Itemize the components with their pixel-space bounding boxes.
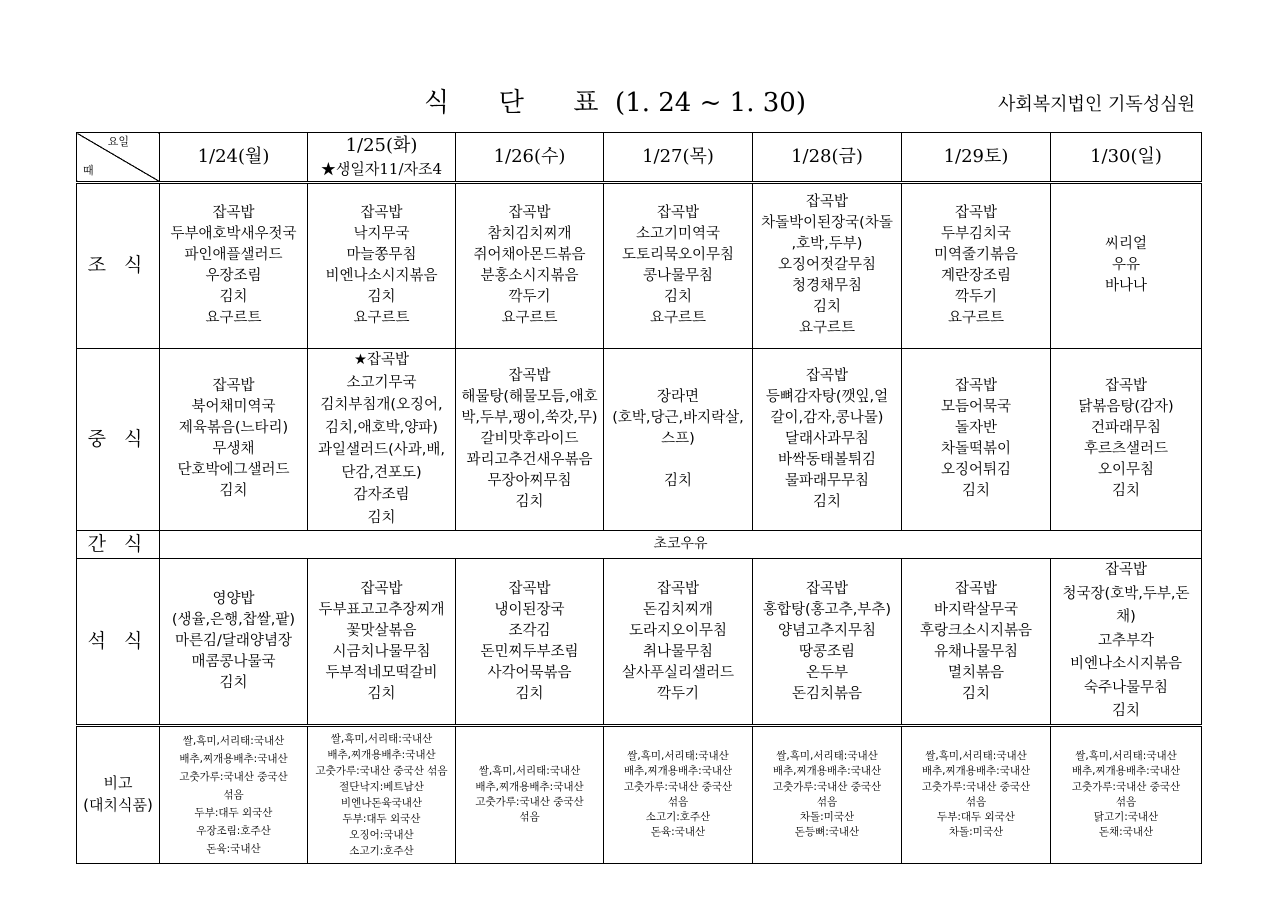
menu-item: 취나물무침: [642, 643, 714, 660]
breakfast-day-5: [753, 182, 902, 348]
menu-item: 건파래무침: [1090, 420, 1162, 437]
menu-item: 잡곡밥: [508, 580, 551, 597]
menu-item: 잡곡밥: [656, 580, 700, 597]
menu-item: (생율,은행,찹쌀,팥): [171, 612, 296, 629]
origin-line: 섞음: [519, 811, 540, 824]
origin-line: 쌀,흑미,서리태:국내산: [776, 750, 878, 763]
dinner-day-2: [308, 559, 456, 726]
origin-line: 배추,찌개용배추:국내산: [623, 765, 733, 778]
menu-item: 오징어젓갈무침: [777, 257, 877, 274]
day-header-5: 1/28(금): [753, 133, 902, 183]
menu-item: 유채나물무침: [933, 643, 1019, 660]
menu-item: 김치: [812, 299, 841, 316]
breakfast-day-7: [1051, 182, 1202, 348]
menu-item: 갈이,감자,콩나물): [770, 409, 884, 426]
menu-item: ★잡곡밥: [353, 352, 410, 369]
origin-line: 섞음: [1115, 795, 1137, 808]
breakfast-day-2: [308, 182, 456, 348]
menu-item: 파인애플샐러드: [184, 246, 283, 263]
menu-item: 김치: [1111, 483, 1140, 500]
notes-day-1: [160, 725, 308, 863]
menu-item: 김치: [219, 675, 248, 692]
menu-item: 매콤콩나물국: [191, 654, 276, 671]
origin-line: 소고기:호주산: [645, 811, 711, 824]
menu-item: 후랑크소시지볶음: [919, 622, 1033, 639]
menu-item: 김치: [367, 509, 396, 526]
origin-line: 고춧가루:국내산 중국산: [475, 795, 584, 808]
menu-item: 숙주나물무침: [1083, 679, 1169, 696]
menu-item: 쥐어채아몬드볶음: [473, 246, 586, 263]
menu-item: 장라면: [656, 388, 700, 405]
menu-item: 콩나물무침: [642, 267, 714, 284]
menu-item: 두부적네모떡갈비: [325, 664, 438, 681]
menu-item: 두부김치국: [940, 225, 1012, 242]
menu-item: 차돌떡볶이: [940, 441, 1012, 458]
menu-item: 마늘쫑무침: [346, 246, 417, 263]
menu-item: 요구르트: [353, 309, 410, 326]
menu-item: 김치: [961, 483, 990, 500]
organization-name: 사회복지법인 기독성심원: [998, 94, 1195, 115]
day-header-6: 1/29토): [902, 133, 1051, 183]
page-title: 식 단 표 (1. 24 ~ 1. 30): [424, 88, 806, 118]
menu-item: 청경채무침: [791, 278, 863, 295]
menu-item: 도토리묵오이무침: [621, 246, 735, 263]
menu-item: 도라지오이무침: [628, 622, 728, 639]
menu-item: 요구르트: [649, 309, 707, 326]
breakfast-label: 조 식: [77, 182, 160, 348]
origin-line: 섞음: [667, 795, 689, 808]
menu-item: 깍두기: [954, 288, 998, 305]
origin-line: 쌀,흑미,서리태:국내산: [1075, 750, 1177, 763]
origin-line: 돈채:국내산: [1098, 826, 1154, 839]
meal-table: [76, 132, 1202, 864]
origin-line: 쌀,흑미,서리태:국내산: [330, 732, 433, 745]
menu-item: 소고기미역국: [635, 225, 721, 242]
lunch-day-5: [753, 348, 902, 530]
menu-item: 김치: [663, 288, 692, 305]
menu-item: 두부표고고추장찌개: [318, 601, 445, 618]
menu-item: 씨리얼: [1104, 236, 1148, 253]
menu-item: 잡곡밥: [1104, 562, 1148, 579]
menu-item: 달래사과무침: [784, 430, 870, 447]
menu-item: 잡곡밥: [656, 204, 700, 221]
menu-item: 땅콩조림: [798, 643, 856, 660]
menu-item: 살사푸실리샐러드: [621, 664, 735, 681]
menu-item: 소고기무국: [346, 374, 417, 391]
menu-item: 김치: [219, 483, 248, 500]
menu-item: 북어채미역국: [191, 399, 276, 416]
menu-item: 요구르트: [205, 309, 262, 326]
menu-item: 비엔나소시지볶음: [325, 267, 438, 284]
dinner-day-3: [456, 559, 604, 726]
origin-line: 배추,찌개용배추:국내산: [772, 765, 882, 778]
notes-row: [77, 725, 1202, 863]
menu-item: 청국장(호박,두부,돈: [1062, 585, 1190, 602]
menu-item: 온두부: [805, 664, 849, 681]
menu-item: 김치부침개(오징어,: [320, 397, 443, 414]
origin-line: 고춧가루:국내산 중국산: [772, 780, 882, 793]
origin-line: 고춧가루:국내산 중국산: [179, 770, 288, 783]
menu-item: 감자조림: [353, 487, 410, 504]
lunch-row: [77, 348, 1202, 530]
menu-item: 잡곡밥: [805, 194, 849, 211]
menu-item: 닭볶음탕(감자): [1078, 399, 1174, 416]
origin-line: 돈등뼈:국내산: [794, 826, 860, 839]
menu-item: 잡곡밥: [805, 580, 849, 597]
menu-item: 잡곡밥: [508, 204, 551, 221]
snack-row: [77, 530, 1202, 559]
menu-item: 김치: [367, 685, 396, 702]
menu-item: 김치: [515, 685, 544, 702]
origin-line: 고춧가루:국내산 중국산: [623, 780, 733, 793]
breakfast-day-4: [604, 182, 753, 348]
lunch-day-3: [456, 348, 604, 530]
origin-line: 고춧가루:국내산 중국산: [921, 780, 1031, 793]
day-header-4: 1/27(목): [604, 133, 753, 183]
origin-line: 소고기:호주산: [349, 844, 414, 857]
origin-line: 두부:대두 외국산: [342, 812, 421, 825]
dinner-day-1: [160, 559, 308, 726]
menu-item: 잡곡밥: [508, 367, 551, 384]
menu-item: 미역줄기볶음: [933, 246, 1019, 263]
menu-item: ,호박,두부): [791, 236, 863, 253]
menu-item: 잡곡밥: [954, 580, 998, 597]
menu-item: 멸치볶음: [947, 664, 1005, 681]
notes-day-3: [456, 725, 604, 863]
origin-line: 쌀,흑미,서리태:국내산: [925, 750, 1027, 763]
notes-day-2: [308, 725, 456, 863]
menu-item: 갈비맛후라이드: [480, 430, 579, 447]
origin-line: 쌀,흑미,서리태:국내산: [478, 765, 581, 778]
header-row: [77, 133, 1202, 183]
breakfast-day-3: [456, 182, 604, 348]
day-header-3: 1/26(수): [456, 133, 604, 183]
breakfast-row: [77, 182, 1202, 348]
menu-item: 무장아찌무침: [487, 472, 572, 489]
origin-line: 오징어:국내산: [349, 828, 414, 841]
lunch-label: 중 식: [77, 348, 160, 530]
origin-line: 섞음: [223, 788, 244, 801]
dinner-day-5: [753, 559, 902, 726]
menu-item: 돈김치볶음: [791, 685, 863, 702]
origin-line: 절단낙지:베트남산: [339, 780, 424, 793]
origin-line: 섞음: [816, 795, 838, 808]
day-header-1: 1/24(월): [160, 133, 308, 183]
menu-item: 오이무침: [1097, 462, 1155, 479]
menu-item: 돌자반: [954, 420, 998, 437]
menu-item: 돈민찌두부조림: [480, 643, 579, 660]
menu-item: 잡곡밥: [360, 204, 403, 221]
menu-item: 잡곡밥: [954, 204, 998, 221]
menu-item: 영양밥: [212, 591, 255, 608]
menu-item: 등뼈감자탕(깻잎,얼: [765, 388, 889, 405]
notes-day-6: [902, 725, 1051, 863]
menu-item: 참치김치찌개: [487, 225, 572, 242]
menu-item: 김치,애호박,양파): [325, 419, 438, 436]
origin-line: 돈육:국내산: [650, 826, 706, 839]
menu-item: 양념고추지무침: [777, 622, 877, 639]
menu-item: 해물탕(해물모듬,애호: [461, 388, 598, 405]
menu-item: 김치: [812, 493, 841, 510]
menu-item: 꽃맛살볶음: [346, 622, 417, 639]
origin-line: 차돌:미국산: [799, 811, 855, 824]
origin-line: 고춧가루:국내산 중국산: [1071, 780, 1181, 793]
menu-item: 계란장조림: [940, 267, 1012, 284]
origin-line: 쌀,흑미,서리태:국내산: [627, 750, 729, 763]
menu-item: 후르츠샐러드: [1083, 441, 1169, 458]
origin-line: 두부:대두 외국산: [194, 806, 273, 819]
dinner-day-7: [1051, 559, 1202, 726]
breakfast-day-6: [902, 182, 1051, 348]
menu-item: 비엔나소시지볶음: [1069, 656, 1183, 673]
menu-item: 요구르트: [947, 309, 1005, 326]
snack-item: 초코우유: [160, 530, 1202, 559]
origin-line: 쌀,흑미,서리태:국내산: [182, 734, 285, 747]
menu-item: 낙지무국: [353, 225, 410, 242]
menu-item: 바싹동태볼튀김: [777, 451, 877, 468]
menu-item: 물파래무무침: [784, 472, 870, 489]
menu-item: 김치: [663, 472, 692, 489]
menu-item: 모듬어묵국: [940, 399, 1012, 416]
menu-item: 박,두부,팽이,쑥갓,무): [461, 409, 598, 426]
menu-item: 조각김: [508, 622, 551, 639]
menu-item: 김치: [219, 288, 248, 305]
menu-item: [604, 450, 752, 471]
menu-item: 김치: [515, 493, 544, 510]
menu-item: 무생채: [212, 441, 255, 458]
dinner-day-6: [902, 559, 1051, 726]
menu-item: 단감,견포도): [341, 464, 422, 481]
origin-line: 고춧가루:국내산 중국산 섞음: [315, 764, 448, 777]
menu-item: 차돌박이된장국(차돌: [761, 215, 893, 232]
corner-cell: [77, 133, 160, 183]
menu-item: 김치: [367, 288, 396, 305]
menu-item: 잡곡밥: [1104, 378, 1148, 395]
menu-item: 깍두기: [508, 288, 551, 305]
origin-line: 닭고기:국내산: [1093, 811, 1159, 824]
origin-line: 비엔나돈육국내산: [340, 796, 423, 809]
menu-item: 바나나: [1104, 278, 1148, 295]
menu-item: 잡곡밥: [360, 580, 403, 597]
notes-label: [77, 725, 160, 863]
dinner-row: [77, 559, 1202, 726]
origin-line: 차돌:미국산: [948, 826, 1004, 839]
menu-item: 요구르트: [501, 309, 558, 326]
notes-day-4: [604, 725, 753, 863]
origin-line: 배추,찌개용배추:국내산: [475, 780, 584, 793]
menu-item: 김치: [1111, 703, 1140, 720]
menu-item: 마른김/달래양념장: [175, 633, 292, 650]
menu-item: 깍두기: [656, 685, 700, 702]
menu-item: 과일샐러드(사과,배,: [318, 442, 445, 459]
lunch-day-7: [1051, 348, 1202, 530]
menu-item: 꽈리고추건새우볶음: [466, 451, 593, 468]
origin-line: 배추,찌개용배추:국내산: [327, 748, 436, 761]
day-header-2-date: 1/25(화): [345, 135, 418, 156]
lunch-day-1: [160, 348, 308, 530]
origin-line: 돈육:국내산: [206, 842, 261, 855]
dinner-day-4: [604, 559, 753, 726]
lunch-day-4: [604, 348, 753, 530]
origin-line: 배추,찌개용배추:국내산: [1071, 765, 1181, 778]
menu-item: 스프): [661, 430, 695, 447]
origin-line: 우장조림:호주산: [196, 824, 271, 837]
notes-day-5: [753, 725, 902, 863]
menu-item: 잡곡밥: [805, 367, 849, 384]
menu-item: 잡곡밥: [954, 378, 998, 395]
notes-label-line2: (대치식품): [83, 795, 153, 814]
menu-item: 단호박에그샐러드: [177, 462, 290, 479]
dinner-label: 석 식: [77, 559, 160, 726]
lunch-day-2: [308, 348, 456, 530]
origin-line: 섞음: [965, 795, 987, 808]
breakfast-day-1: [160, 182, 308, 348]
day-header-7: 1/30(일): [1051, 133, 1202, 183]
menu-item: 바지락살무국: [933, 601, 1019, 618]
menu-item: 사각어묵볶음: [487, 664, 572, 681]
origin-line: 배추,찌개용배추:국내산: [179, 752, 288, 765]
menu-item: 두부애호박새우젓국: [170, 225, 297, 242]
notes-label-line1: 비고: [103, 774, 133, 793]
corner-day-label: 요일: [107, 135, 129, 148]
menu-item: 분홍소시지볶음: [480, 267, 579, 284]
menu-item: 우장조림: [205, 267, 262, 284]
menu-item: (호박,당근,바지락살,: [612, 409, 744, 426]
lunch-day-6: [902, 348, 1051, 530]
menu-item: 채): [1116, 609, 1136, 626]
origin-line: 두부:대두 외국산: [937, 811, 1015, 824]
corner-meal-label: 때: [83, 163, 94, 177]
menu-item: 시금치나물무침: [332, 643, 431, 660]
notes-day-7: [1051, 725, 1202, 863]
day-header-2: [308, 133, 456, 183]
menu-item: 우유: [1111, 257, 1140, 274]
menu-item: 잡곡밥: [212, 378, 255, 395]
menu-item: 잡곡밥: [212, 204, 255, 221]
menu-item: 김치: [961, 685, 990, 702]
day-header-2-note: ★생일자11/자조4: [320, 160, 443, 179]
origin-line: 배추,찌개용배추:국내산: [921, 765, 1031, 778]
menu-item: 냉이된장국: [494, 601, 565, 618]
menu-item: 요구르트: [798, 320, 856, 337]
menu-item: 제육볶음(느타리): [178, 420, 289, 437]
menu-item: 돈김치찌개: [642, 601, 714, 618]
menu-item: 오징어튀김: [940, 462, 1012, 479]
snack-label: 간 식: [77, 530, 160, 559]
menu-item: 고추부각: [1097, 632, 1155, 649]
menu-item: 홍합탕(홍고추,부추): [763, 601, 891, 618]
